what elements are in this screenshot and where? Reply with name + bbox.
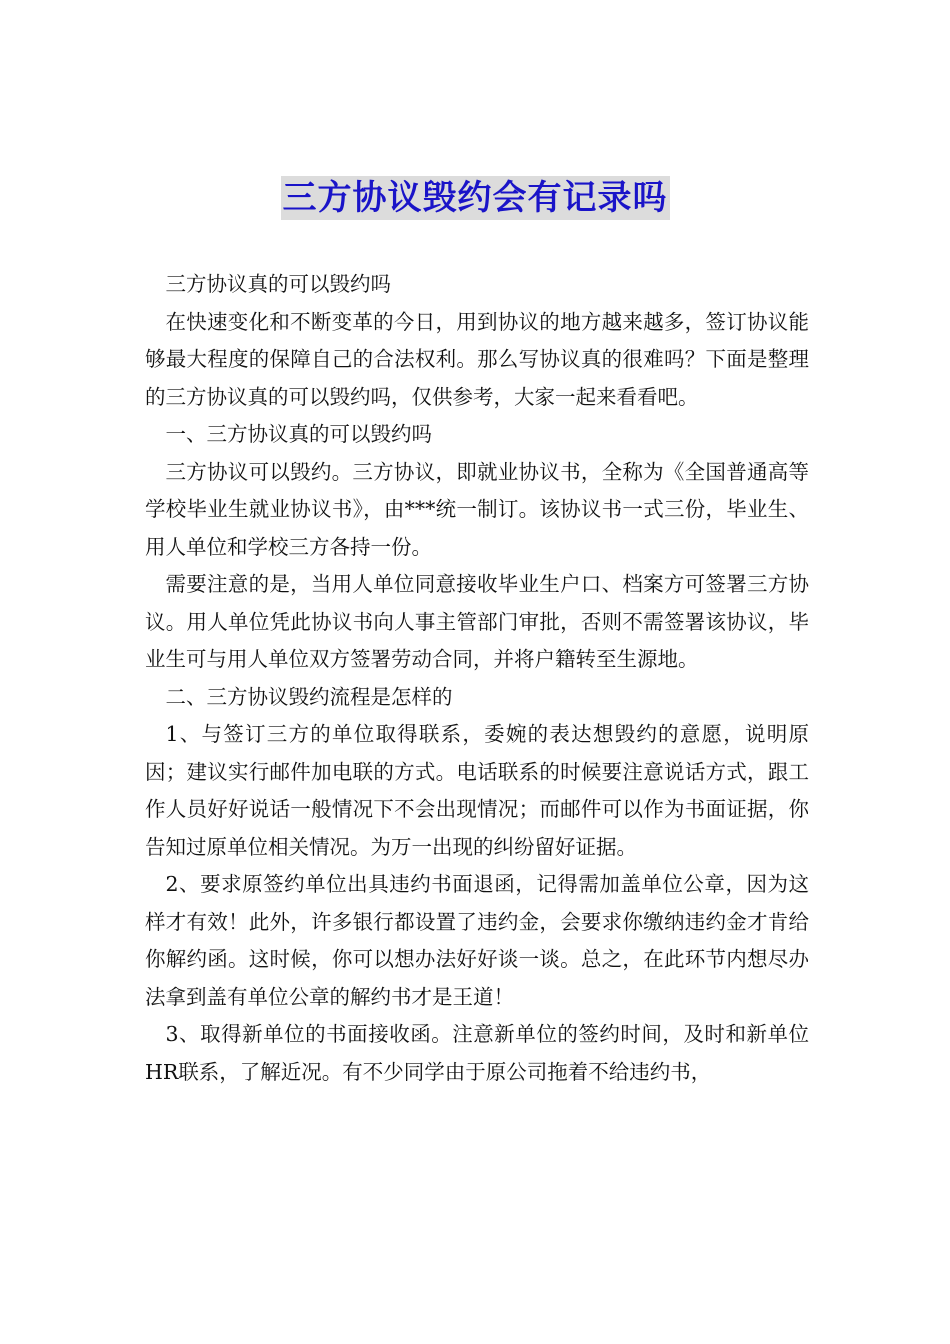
paragraph: 3、取得新单位的书面接收函。注意新单位的签约时间，及时和新单位HR联系，了解近况。有不少同学由于原公司拖着不给违约书， bbox=[145, 1022, 809, 1084]
paragraph: 三方协议可以毁约。三方协议，即就业协议书，全称为《全国普通高等学校毕业生就业协议书》，由***统一制订。该协议书一式三份，毕业生、用人单位和学校三方各持一份。 bbox=[145, 459, 809, 559]
document-body bbox=[145, 266, 809, 1091]
document-title: 三方协议毁约会有记录吗 bbox=[282, 178, 668, 218]
paragraph: 在快速变化和不断变革的今日，用到协议的地方越来越多，签订协议能够最大程度的保障自己的合法权利。那么写协议真的很难吗？下面是整理的三方协议真的可以毁约吗，仅供参考，大家一起来看看吧。 bbox=[145, 309, 809, 409]
section-heading: 二、三方协议毁约流程是怎样的 bbox=[165, 684, 453, 709]
paragraph: 三方协议真的可以毁约吗 bbox=[165, 272, 391, 296]
section-heading: 一、三方协议真的可以毁约吗 bbox=[165, 422, 432, 446]
paragraph: 1、与签订三方的单位取得联系，委婉的表达想毁约的意愿，说明原因；建议实行邮件加电联的方式。电话联系的时候要注意说话方式，跟工作人员好好说话一般情况下不会出现情况；而邮件可以作为书面证据，你告知过原单位相关情况。为万一出现的纠纷留好证据。 bbox=[145, 722, 809, 859]
paragraph: 需要注意的是，当用人单位同意接收毕业生户口、档案方可签署三方协议。用人单位凭此协议书向人事主管部门审批，否则不需签署该协议，毕业生可与用人单位双方签署劳动合同，并将户籍转至生源地。 bbox=[145, 572, 809, 671]
paragraph: 2、要求原签约单位出具违约书面退函，记得需加盖单位公章，因为这样才有效！此外，许多银行都设置了违约金，会要求你缴纳违约金才肯给你解约函。这时候，你可以想办法好好谈一谈。总之，在此环节内想尽办法拿到盖有单位公章的解约书才是王道！ bbox=[145, 872, 809, 1009]
title-container bbox=[0, 176, 950, 220]
